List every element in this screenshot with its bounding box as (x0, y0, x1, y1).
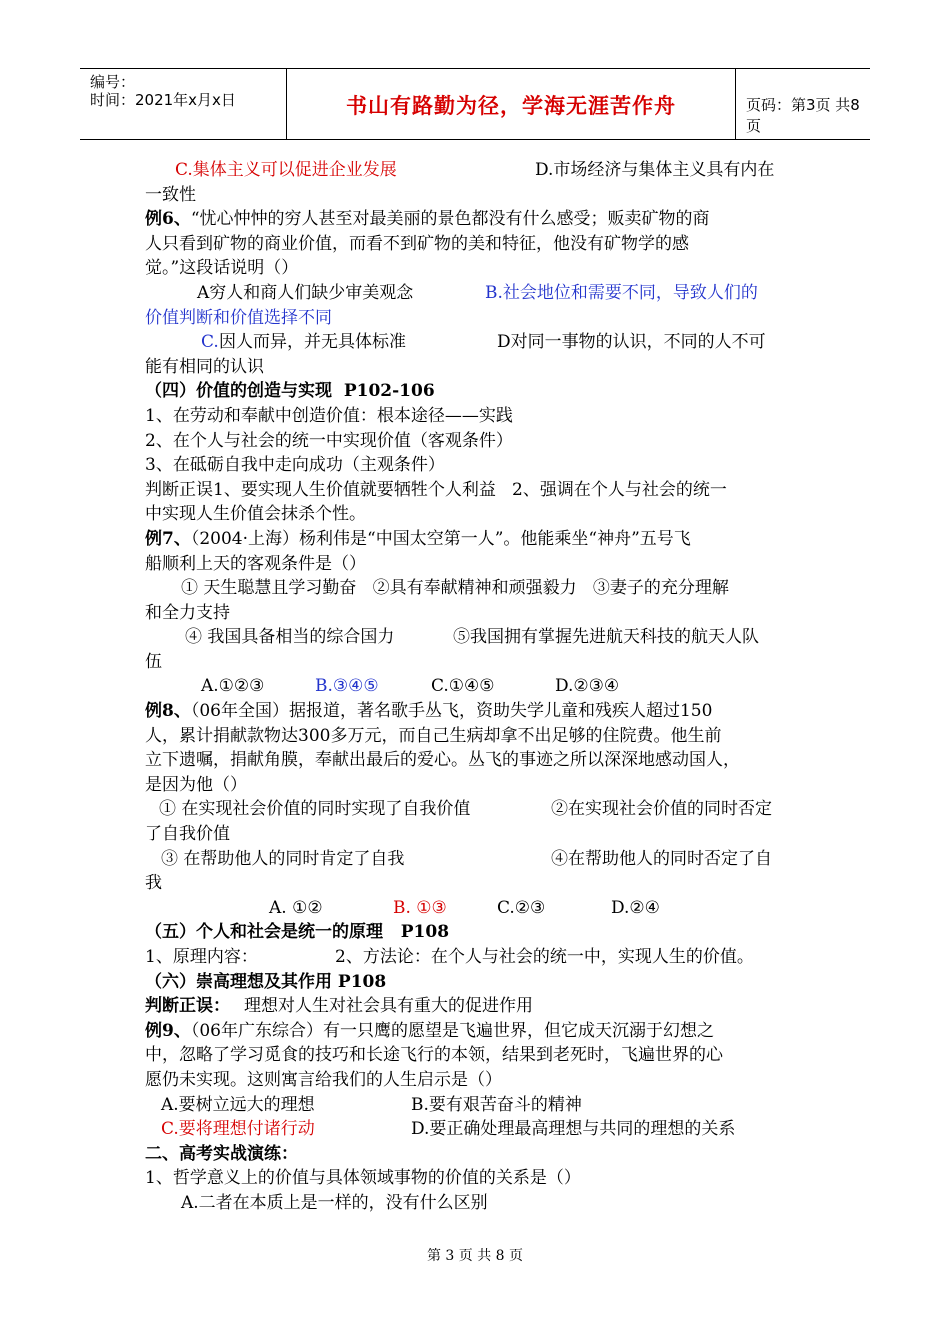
page-footer: 第 3 页 共 8 页 (426, 1248, 524, 1264)
section-heading: 二、高考实战演练： (145, 1143, 298, 1164)
option-a: A.①②③ (201, 676, 265, 697)
text-line: 觉。”这段话说明（） (145, 258, 299, 279)
option-b-answer: B.社会地位和需要不同，导致人们的 (485, 282, 758, 303)
judge-label: 判断正误： (145, 996, 230, 1017)
page-header (80, 68, 870, 140)
text-line: 判断正误1、要实现人生价值就要牺牲个人利益 2、强调在个人与社会的统一 (145, 479, 727, 500)
text-line (145, 1093, 805, 1118)
text-line (145, 281, 805, 306)
text-line: 2、在个人与社会的统一中实现价值（客观条件） (145, 430, 513, 451)
item-3: ③ 在帮助他人的同时肯定了自我 (161, 848, 405, 869)
section-heading: （四）价值的创造与实现 P102-106 (145, 381, 435, 402)
item-5: ⑤我国拥有掌握先进航天科技的航天人队 (453, 627, 759, 648)
option-c: 因人而异，并无具体标准 (219, 332, 406, 353)
text-line: 中，忽略了学习觅食的技巧和长途飞行的本领，结果到老死时，飞遍世界的心 (145, 1045, 723, 1066)
text-line: 是因为他（） (145, 774, 247, 795)
item-2: ②在实现社会价值的同时否定 (551, 799, 772, 820)
text-line (145, 1117, 805, 1142)
text-line (145, 797, 805, 822)
option-c-answer: C.集体主义可以促进企业发展 (175, 160, 397, 180)
option-d: D.要正确处理最高理想与共同的理想的关系 (411, 1119, 736, 1140)
option-c: C.①④⑤ (431, 676, 495, 697)
option-c-answer: C.要将理想付诸行动 (161, 1119, 315, 1140)
example-text: （2004·上海）杨利伟是“中国太空第一人”。他能乘坐“神舟”五号飞 (190, 528, 691, 549)
header-motto-cell (286, 69, 736, 139)
option-a: A. ①② (269, 897, 323, 918)
option-d: D.②④ (611, 897, 660, 918)
text-line (145, 896, 805, 921)
header-right-cell (734, 69, 870, 139)
text-line: 中实现人生价值会抹杀个性。 (145, 504, 366, 525)
text-line: ① 天生聪慧且学习勤奋 ②具有奉献精神和顽强毅力 ③妻子的充分理解 (181, 578, 729, 599)
motto: 书山有路勤为径，学海无涯苦作舟 (346, 94, 676, 118)
text-line (145, 847, 805, 872)
section-heading: （六）崇高理想及其作用 P108 (145, 971, 387, 992)
option-b-answer: B.③④⑤ (315, 676, 379, 697)
text-line: 3、在砥砺自我中走向成功（主观条件） (145, 455, 445, 476)
option-a: A.要树立远大的理想 (161, 1094, 315, 1115)
principle-label: 1、原理内容： (145, 947, 258, 967)
text-line: 立下遗嘱，捐献角膜，奉献出最后的爱心。丛飞的事迹之所以深深地感动国人， (145, 750, 740, 771)
text-line (145, 158, 805, 183)
example-7 (145, 527, 805, 552)
option-b-answer: B. ①③ (393, 897, 447, 918)
text-line (145, 994, 805, 1019)
option-d: D.市场经济与集体主义具有内在 (535, 160, 775, 180)
example-6 (145, 207, 805, 232)
text-line (145, 674, 805, 699)
option-c-letter: C. (201, 332, 219, 353)
judge-text: 理想对人生对社会具有重大的促进作用 (244, 996, 533, 1017)
example-label: 例6、 (145, 209, 191, 230)
text-line: 船顺利上天的客观条件是（） (145, 553, 366, 574)
text-line: 1、在劳动和奉献中创造价值：根本途径——实践 (145, 405, 513, 426)
example-label: 例7、 (145, 528, 191, 549)
example-label: 例9、 (145, 1020, 191, 1041)
text-line: 一致性 (145, 184, 196, 205)
item-4: ④ 我国具备相当的综合国力 (185, 627, 395, 648)
document-body (145, 158, 805, 1216)
text-line (145, 330, 805, 355)
page-label: 页码：第3页 共8页 (746, 96, 860, 135)
time-label: 时间：2021年x月x日 (90, 91, 236, 109)
text-line (145, 625, 805, 650)
example-text: （06年全国）据报道，著名歌手丛飞，资助失学儿童和残疾人超过150 (190, 701, 713, 722)
example-label: 例8、 (145, 701, 191, 722)
text-line: 价值判断和价值选择不同 (145, 307, 332, 328)
section-heading: （五）个人和社会是统一的原理 P108 (145, 922, 450, 943)
text-line: 能有相同的认识 (145, 356, 264, 377)
option-b: B.要有艰苦奋斗的精神 (411, 1094, 582, 1115)
text-line: 我 (145, 873, 162, 894)
example-8 (145, 699, 805, 724)
text-line: 和全力支持 (145, 602, 230, 623)
text-line: A.二者在本质上是一样的，没有什么区别 (181, 1192, 488, 1213)
option-a: A穷人和商人们缺少审美观念 (197, 282, 414, 303)
item-1: ① 在实现社会价值的同时实现了自我价值 (159, 799, 471, 820)
method-text: 2、方法论：在个人与社会的统一中，实现人生的价值。 (335, 947, 754, 967)
header-left-cell (80, 69, 286, 139)
text-line: 人只看到矿物的商业价值，而看不到矿物的美和特征，他没有矿物学的感 (145, 233, 689, 254)
text-line: 了自我价值 (145, 824, 230, 845)
text-line: 伍 (145, 651, 162, 672)
example-9 (145, 1019, 805, 1044)
item-4: ④在帮助他人的同时否定了自 (551, 848, 772, 869)
example-text: “忧心忡忡的穷人甚至对最美丽的景色都没有什么感受；贩卖矿物的商 (190, 209, 710, 230)
example-text: （06年广东综合）有一只鹰的愿望是飞遍世界，但它成天沉溺于幻想之 (190, 1020, 714, 1041)
option-d: D.②③④ (555, 676, 620, 697)
text-line: 1、哲学意义上的价值与具体领域事物的价值的关系是（） (145, 1168, 581, 1189)
option-d: D对同一事物的认识，不同的人不可 (497, 332, 766, 353)
text-line: 愿仍未实现。这则寓言给我们的人生启示是（） (145, 1069, 502, 1090)
text-line (145, 945, 805, 970)
number-label: 编号： (90, 73, 136, 91)
option-c: C.②③ (497, 897, 546, 918)
text-line: 人，累计捐献款物达300多万元，而自己生病却拿不出足够的住院费。他生前 (145, 725, 722, 746)
